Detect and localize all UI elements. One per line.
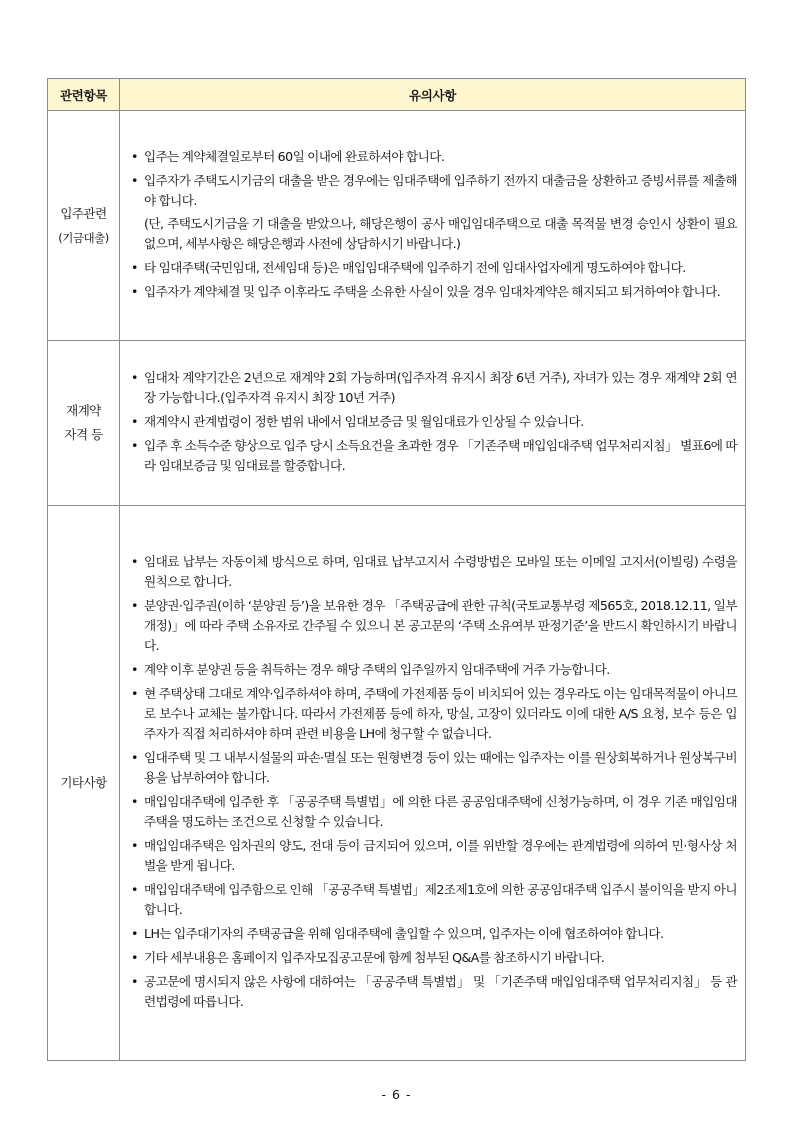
list-item: • 입주자가 주택도시기금의 대출을 받은 경우에는 임대주택에 입주하기 전까지 대출금을 상환하고 증빙서류를 제출해야 합니다. xyxy=(130,171,737,211)
list-item: • 공고문에 명시되지 않은 사항에 대하여는 「공공주택 특별법」 및 「기존주택 매입임대주택 업무처리지침」 등 관련법령에 따릅니다. xyxy=(130,972,737,1012)
notes-list xyxy=(120,542,745,1024)
list-item: • 매입임대주택에 입주한 후 「공공주택 특별법」에 의한 다른 공공임대주택에 신청가능하며, 이 경우 기존 매입임대주택을 명도하는 조건으로 신청할 수 있습니다. xyxy=(130,792,737,832)
table-header-row xyxy=(48,79,746,111)
header-notes: 유의사항 xyxy=(120,79,746,111)
header-category: 관련항목 xyxy=(48,79,120,111)
row-category: 재계약 xyxy=(66,403,101,418)
row-category-sub: 자격 등 xyxy=(64,427,103,442)
row-notes-cell xyxy=(120,341,746,506)
list-item: • 입주자가 계약체결 및 입주 이후라도 주택을 소유한 사실이 있을 경우 임대차계약은 해지되고 퇴거하여야 합니다. xyxy=(130,282,737,302)
list-item: • 매입임대주택에 입주함으로 인해 「공공주택 특별법」제2조제1호에 의한 공공임대주택 입주시 불이익을 받지 아니합니다. xyxy=(130,880,737,920)
row-category-cell xyxy=(48,506,120,1061)
row-notes-cell xyxy=(120,111,746,341)
page-number: - 6 - xyxy=(381,1087,412,1102)
list-item-note: (단, 주택도시기금을 기 대출을 받았으나, 해당은행이 공사 매입임대주택으로 대출 목적물 변경 승인시 상환이 필요 없으며, 세부사항은 해당은행과 사전에 상담하시기 바랍니다.) xyxy=(144,216,737,251)
row-category: 기타사항 xyxy=(60,775,107,790)
list-item: • 재계약시 관계법령이 정한 범위 내에서 임대보증금 및 월임대료가 인상될 수 있습니다. xyxy=(130,412,737,432)
list-item: • 임대료 납부는 자동이체 방식으로 하며, 임대료 납부고지서 수령방법은 모바일 또는 이메일 고지서(이빌링) 수령을 원칙으로 합니다. xyxy=(130,552,737,592)
list-item: • 기타 세부내용은 홈페이지 입주자모집공고문에 함께 첨부된 Q&A를 참조하시기 바랍니다. xyxy=(130,948,737,968)
list-item: • 입주 후 소득수준 향상으로 입주 당시 소득요건을 초과한 경우 「기존주택 매입임대주택 업무처리지침」 별표6에 따라 임대보증금 및 임대료를 할증합니다. xyxy=(130,436,737,476)
list-item: • 현 주택상태 그대로 계약·입주하셔야 하며, 주택에 가전제품 등이 비치되어 있는 경우라도 이는 임대목적물이 아니므로 보수나 교체는 불가합니다. 따라서 가전제품 등에 하자, 망실, 고장이 있더라도 이에 대한 A/S 요청, 보수 등은 입주자가 직접 처리하셔야 하며 관련 비용을 LH에 청구할 수 없습니다. xyxy=(130,684,737,744)
list-item: • 분양권·입주권(이하 ‘분양권 등’)을 보유한 경우 「주택공급에 관한 규칙(국토교통부령 제565호, 2018.12.11, 일부개정)」에 따라 주택 소유자로 간주될 수 있으니 본 공고문의 ‘주택 소유여부 판정기준’을 반드시 확인하시기 바랍니다. xyxy=(130,596,737,656)
notes-list xyxy=(120,137,745,314)
row-category: 입주관련 xyxy=(60,205,107,221)
row-category-cell xyxy=(48,341,120,506)
table-row xyxy=(48,111,746,341)
list-item: • LH는 입주대기자의 주택공급을 위해 임대주택에 출입할 수 있으며, 입주자는 이에 협조하여야 합니다. xyxy=(130,924,737,944)
list-item: • 타 임대주택(국민임대, 전세임대 등)은 매입임대주택에 입주하기 전에 임대사업자에게 명도하여야 합니다. xyxy=(130,258,737,278)
notice-table xyxy=(47,78,746,1061)
list-item: • 임대주택 및 그 내부시설물의 파손·멸실 또는 원형변경 등이 있는 때에는 입주자는 이를 원상회복하거나 원상복구비용을 납부하여야 합니다. xyxy=(130,748,737,788)
list-item: • 입주는 계약체결일로부터 60일 이내에 완료하셔야 합니다. xyxy=(130,147,737,167)
list-item: • 매입임대주택은 임차권의 양도, 전대 등이 금지되어 있으며, 이를 위반할 경우에는 관계법령에 의하여 민·형사상 처벌을 받게 됩니다. xyxy=(130,836,737,876)
notes-list xyxy=(120,358,745,488)
table-row xyxy=(48,341,746,506)
table-row xyxy=(48,506,746,1061)
list-item: • 임대차 계약기간은 2년으로 재계약 2회 가능하며(입주자격 유지시 최장 6년 거주), 자녀가 있는 경우 재계약 2회 연장 가능합니다.(입주자격 유지시 최장 10년 거주) xyxy=(130,368,737,408)
row-category-cell xyxy=(48,111,120,341)
row-category-sub: (기금대출) xyxy=(58,230,109,245)
row-notes-cell xyxy=(120,506,746,1061)
list-item: • 계약 이후 분양권 등을 취득하는 경우 해당 주택의 입주일까지 임대주택에 거주 가능합니다. xyxy=(130,660,737,680)
